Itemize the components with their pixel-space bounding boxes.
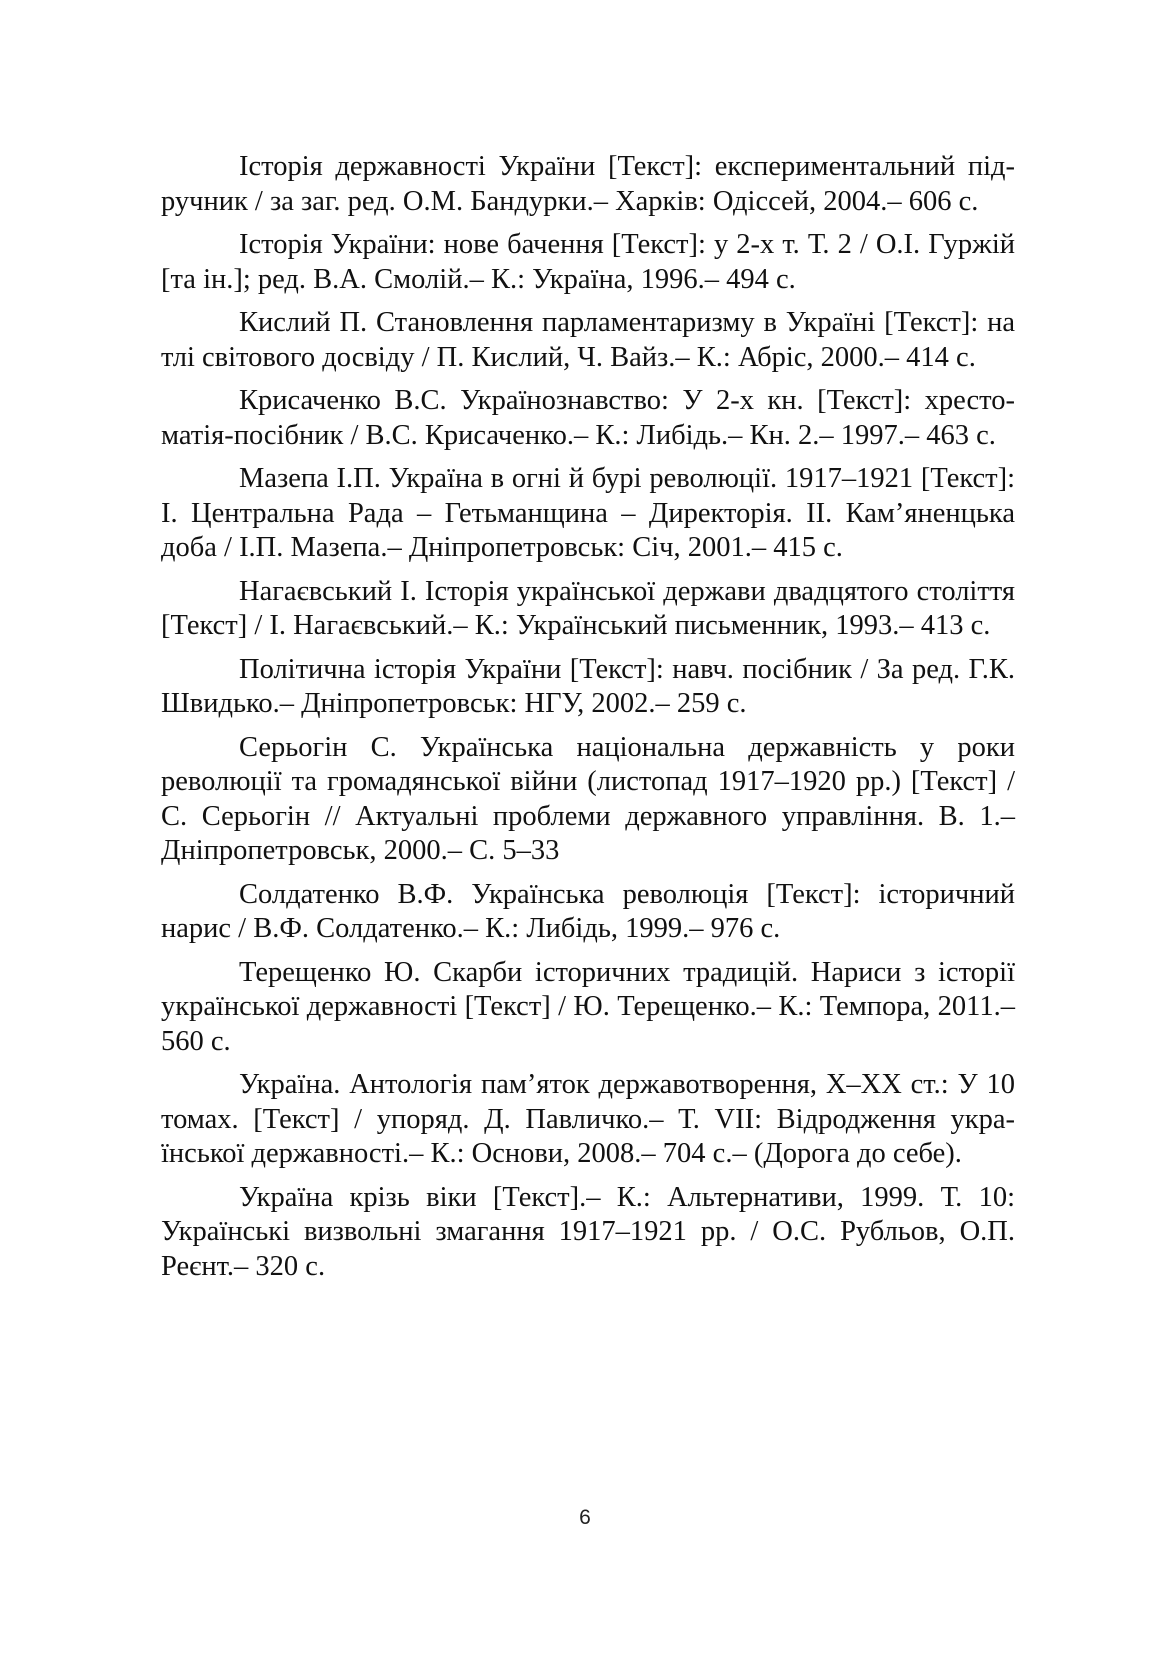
reference-entry: Історія України: нове бачення [Текст]: у 2-х т. Т. 2 / О.І. Гуржій [та ін.]; ред. В.А. Смолій.– К.: Україна, 1996.– 494 с. bbox=[161, 229, 1015, 295]
reference-entry: Україна крізь віки [Текст].– К.: Альтернативи, 1999. Т. 10: Українські визвольні змагання 1917–1921 рр. / О.С. Рубльов, О.П. Реєнт.– 320 с. bbox=[161, 1181, 1015, 1282]
reference-entry: Кислий П. Становлення парламентаризму в Україні [Текст]: на тлі світового досвіду / П. Кислий, Ч. Вайз.– К.: Абріс, 2000.– 414 с. bbox=[161, 307, 1015, 373]
reference-entry: Нагаєвський І. Історія української держави двадцятого століття [Текст] / І. Нагаєвський.– К.: Український письменник, 1993.– 413 с. bbox=[161, 575, 1015, 641]
reference-entry: Солдатенко В.Ф. Українська революція [Текст]: історичний нарис / В.Ф. Солдатенко.– К.: Либідь, 1999.– 976 с. bbox=[161, 878, 1015, 944]
reference-list bbox=[161, 150, 1015, 1293]
reference-entry: Серьогін С. Українська національна державність у роки революції та громадянської війни (листопад 1917–1920 рр.) [Текст] / С. Серьогін // Актуальні проблеми державного управління. В. 1.– Дніпропетровськ, 2000.– С. 5–33 bbox=[161, 731, 1015, 866]
reference-entry: Крисаченко В.С. Українознавство: У 2-х кн. [Текст]: хрестоматія-посібник / В.С. Крисаченко.– К.: Либідь.– Кн. 2.– 1997.– 463 с. bbox=[161, 385, 1015, 451]
page-number: 6 bbox=[579, 1506, 591, 1529]
reference-entry: Україна. Антологія пам’яток державотворення, Х–ХХ ст.: У 10 томах. [Текст] / упоряд. Д. Павличко.– Т. VII: Відродження української державності.– К.: Основи, 2008.– 704 с.– (Дорога до себе). bbox=[161, 1069, 1015, 1169]
reference-entry: Історія державності України [Текст]: експериментальний підручник / за заг. ред. О.М. Бандурки.– Харків: Одіссей, 2004.– 606 с. bbox=[161, 151, 1015, 217]
reference-entry: Мазепа І.П. Україна в огні й бурі революції. 1917–1921 [Текст]: I. Центральна Рада – Гетьманщина – Директорія. II. Кам’яненцька доба / І.П. Мазепа.– Дніпропетровськ: Січ, 2001.– 415 с. bbox=[161, 463, 1015, 563]
reference-entry: Політична історія України [Текст]: навч. посібник / За ред. Г.К. Швидько.– Дніпропетровськ: НГУ, 2002.– 259 с. bbox=[161, 653, 1015, 719]
reference-entry: Терещенко Ю. Скарби історичних традицій. Нариси з історії української державності [Текст] / Ю. Терещенко.– К.: Темпора, 2011.– 560 с. bbox=[161, 956, 1015, 1057]
